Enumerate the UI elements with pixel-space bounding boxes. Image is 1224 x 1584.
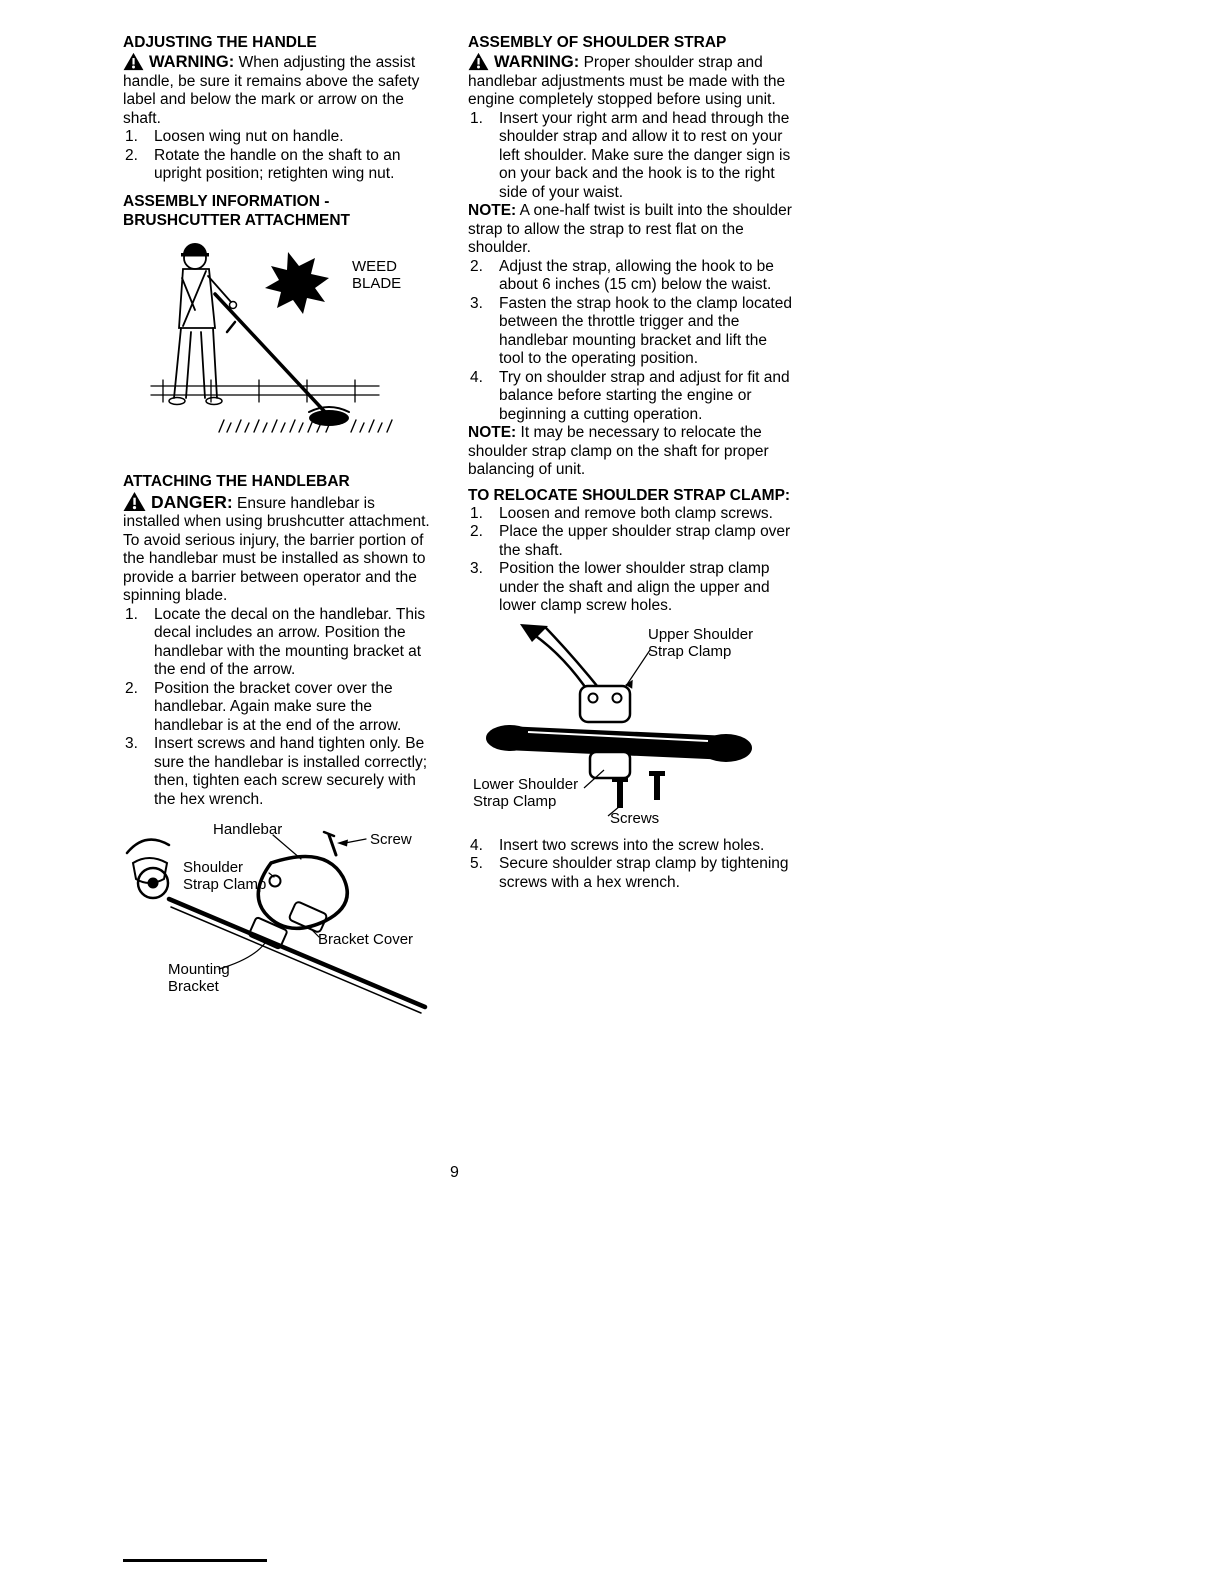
list-item: Try on shoulder strap and adjust for fit and balance before starting the engine or beginning a cutting operation. — [499, 368, 790, 423]
danger-label: DANGER: — [151, 491, 233, 512]
list-item: Adjust the strap, allowing the hook to be about 6 inches (15 cm) below the waist. — [499, 257, 774, 293]
note-label: NOTE: — [468, 202, 517, 219]
relocate-steps-list — [468, 505, 794, 616]
figure-label-lower-shoulder-strap-clamp: Lower Shoulder Strap Clamp — [473, 775, 579, 810]
note-text: A one-half twist is built into the shoulder strap to allow the strap to rest flat on the shoulder. — [468, 202, 792, 256]
strap-warning-paragraph — [468, 52, 794, 110]
warning-text: When adjusting the assist handle, be sure it remains above the safety label and below the mark or arrow on the shaft. — [123, 54, 420, 127]
adjusting-warning-paragraph — [123, 52, 436, 128]
attaching-steps-list — [123, 606, 436, 810]
note-paragraph-2 — [468, 424, 794, 480]
figure-label-screws: Screws — [610, 809, 660, 827]
warning-triangle-icon — [468, 54, 494, 71]
warning-label: WARNING: — [494, 53, 580, 71]
heading-assembly-of-shoulder-strap: ASSEMBLY OF SHOULDER STRAP — [468, 34, 727, 51]
heading-adjusting-the-handle: ADJUSTING THE HANDLE — [123, 34, 317, 51]
list-item: Place the upper shoulder strap clamp over the shaft. — [499, 523, 791, 559]
heading-to-relocate-shoulder-strap-clamp: TO RELOCATE SHOULDER STRAP CLAMP: — [468, 486, 791, 504]
warning-label: WARNING: — [149, 53, 235, 71]
note-paragraph-1 — [468, 202, 794, 258]
figure-handlebar-assembly — [123, 819, 436, 1019]
figure-brushcutter-operator — [123, 236, 436, 458]
danger-text: Ensure handlebar is installed when using brushcutter attachment. To avoid serious injury, the barrier portion of the handlebar must be installed as shown to provide a barrier between operator and the spinning blade. — [123, 494, 430, 604]
figure-label-mounting-bracket: Mounting Bracket — [168, 961, 230, 995]
list-item: Position the lower shoulder strap clamp under the shaft and align the upper and lower clamp screw holes. — [499, 560, 770, 614]
heading-attaching-the-handlebar: ATTACHING THE HANDLEBAR — [123, 472, 350, 490]
figure-label-weed-blade: WEED BLADE — [352, 257, 402, 292]
page-number: 9 — [450, 1164, 459, 1181]
heading-assembly-information: ASSEMBLY INFORMATION - BRUSHCUTTER ATTACHMENT — [123, 192, 351, 229]
danger-triangle-icon — [123, 495, 151, 512]
list-item: Fasten the strap hook to the clamp located between the throttle trigger and the handlebar mounting bracket and lift the tool to the operating position. — [499, 294, 792, 367]
footer-rule — [123, 1559, 267, 1562]
figure-shoulder-strap-clamp — [468, 624, 794, 831]
figure-label-handlebar: Handlebar — [213, 821, 283, 838]
list-item: Insert screws and hand tighten only. Be sure the handlebar is installed correctly; then, tighten each screw securely with the hex wrench. — [154, 735, 428, 808]
list-item: Insert two screws into the screw holes. — [499, 836, 765, 854]
left-column — [123, 33, 436, 1019]
note-text: It may be necessary to relocate the shoulder strap clamp on the shaft for proper balancing of unit. — [468, 424, 769, 478]
figure-label-screw: Screw — [370, 831, 412, 848]
list-item: Insert your right arm and head through the shoulder strap and allow it to rest on your left shoulder. Make sure the danger sign is on your back and the hook is to the right side of your waist. — [499, 109, 791, 201]
strap-steps-list-2 — [468, 258, 794, 425]
adjusting-steps-list — [123, 128, 436, 184]
right-column — [468, 33, 794, 892]
list-item: Position the bracket cover over the handlebar. Again make sure the handlebar is at the end of the arrow. — [154, 679, 402, 734]
figure-label-bracket-cover: Bracket Cover — [318, 931, 414, 948]
relocate-steps-list-after — [468, 837, 794, 893]
list-item: Loosen wing nut on handle. — [154, 128, 344, 145]
list-item: Rotate the handle on the shaft to an upright position; retighten wing nut. — [154, 146, 401, 182]
attaching-danger-paragraph — [123, 491, 436, 606]
warning-text: Proper shoulder strap and handlebar adjustments must be made with the engine completely stopped before using unit. — [468, 54, 786, 108]
warning-triangle-icon — [123, 54, 149, 71]
list-item: Loosen and remove both clamp screws. — [499, 504, 773, 522]
figure-label-upper-shoulder-strap-clamp: Upper Shoulder Strap Clamp — [648, 625, 754, 660]
list-item: Locate the decal on the handlebar. This decal includes an arrow. Position the handlebar with the mounting bracket at the end of the arrow. — [154, 605, 426, 678]
note-label: NOTE: — [468, 424, 517, 441]
strap-steps-list-1 — [468, 110, 794, 203]
figure-label-shoulder-strap-clamp: Shoulder Strap Clamp — [183, 859, 267, 893]
list-item: Secure shoulder strap clamp by tightening screws with a hex wrench. — [499, 855, 789, 891]
